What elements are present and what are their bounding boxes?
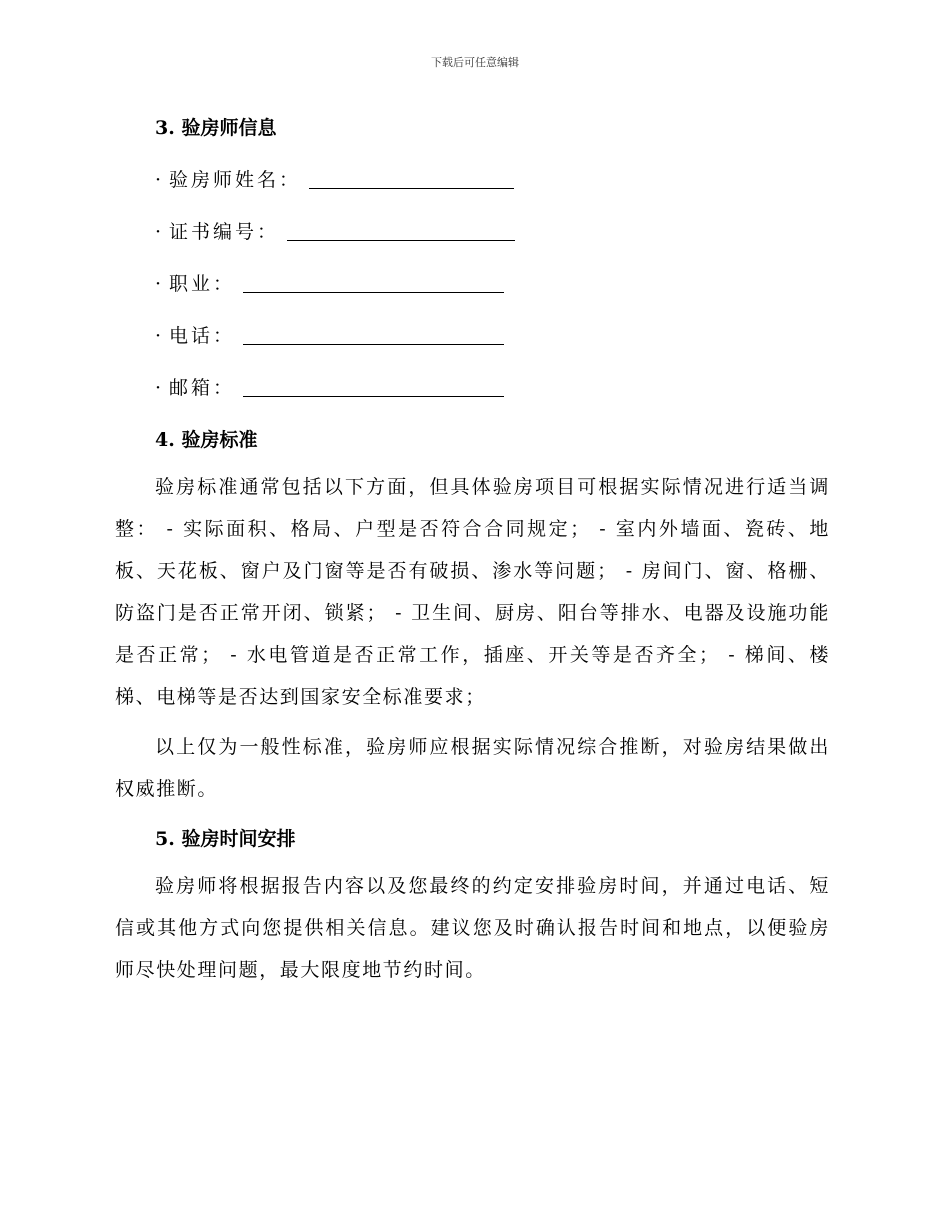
- section-4-paragraph: 验房标准通常包括以下方面，但具体验房项目可根据实际情况进行适当调整： - 实际面积、格局、户型是否符合合同规定； - 室内外墙面、瓷砖、地板、天花板、窗户及门窗等是否有破损、渗水等问题； - 房间门、窗、格栅、防盗门是否正常开闭、锁紧； - 卫生间、厨房、阳台等排水、电器及设施功能是否正常； - 水电管道是否正常工作，插座、开关等是否齐全； - 梯间、楼梯、电梯等是否达到国家安全标准要求；: [115, 476, 830, 708]
- field-occupation: [155, 268, 830, 300]
- bullet: ·: [155, 325, 162, 347]
- field-label: 职业：: [169, 273, 236, 295]
- section-5-heading: 5. 验房时间安排: [155, 828, 296, 850]
- field-email: [155, 372, 830, 404]
- section-4-heading: 4. 验房标准: [155, 429, 258, 451]
- section-5-paragraph: 验房师将根据报告内容以及您最终的约定安排验房时间，并通过电话、短信或其他方式向您提供相关信息。建议您及时确认报告时间和地点，以便验房师尽快处理问题，最大限度地节约时间。: [115, 875, 830, 981]
- section-3-heading: 3. 验房师信息: [155, 117, 277, 139]
- fill-in-blank[interactable]: [243, 372, 504, 397]
- field-label: 证书编号：: [169, 221, 280, 243]
- bullet: ·: [155, 169, 162, 191]
- field-label: 邮箱：: [169, 377, 236, 399]
- fill-in-blank[interactable]: [243, 320, 504, 345]
- field-label: 电话：: [169, 325, 236, 347]
- page-header-note: 下载后可任意编辑: [431, 56, 519, 69]
- fill-in-blank[interactable]: [309, 164, 514, 189]
- section-4-paragraph: 以上仅为一般性标准，验房师应根据实际情况综合推断，对验房结果做出权威推断。: [115, 736, 830, 800]
- field-certificate-number: [155, 216, 830, 248]
- fill-in-blank[interactable]: [243, 268, 504, 293]
- document-body: [115, 112, 830, 991]
- field-inspector-name: [155, 164, 830, 196]
- field-label: 验房师姓名：: [169, 169, 302, 191]
- bullet: ·: [155, 377, 162, 399]
- field-phone: [155, 320, 830, 352]
- bullet: ·: [155, 273, 162, 295]
- fill-in-blank[interactable]: [287, 216, 515, 241]
- bullet: ·: [155, 221, 162, 243]
